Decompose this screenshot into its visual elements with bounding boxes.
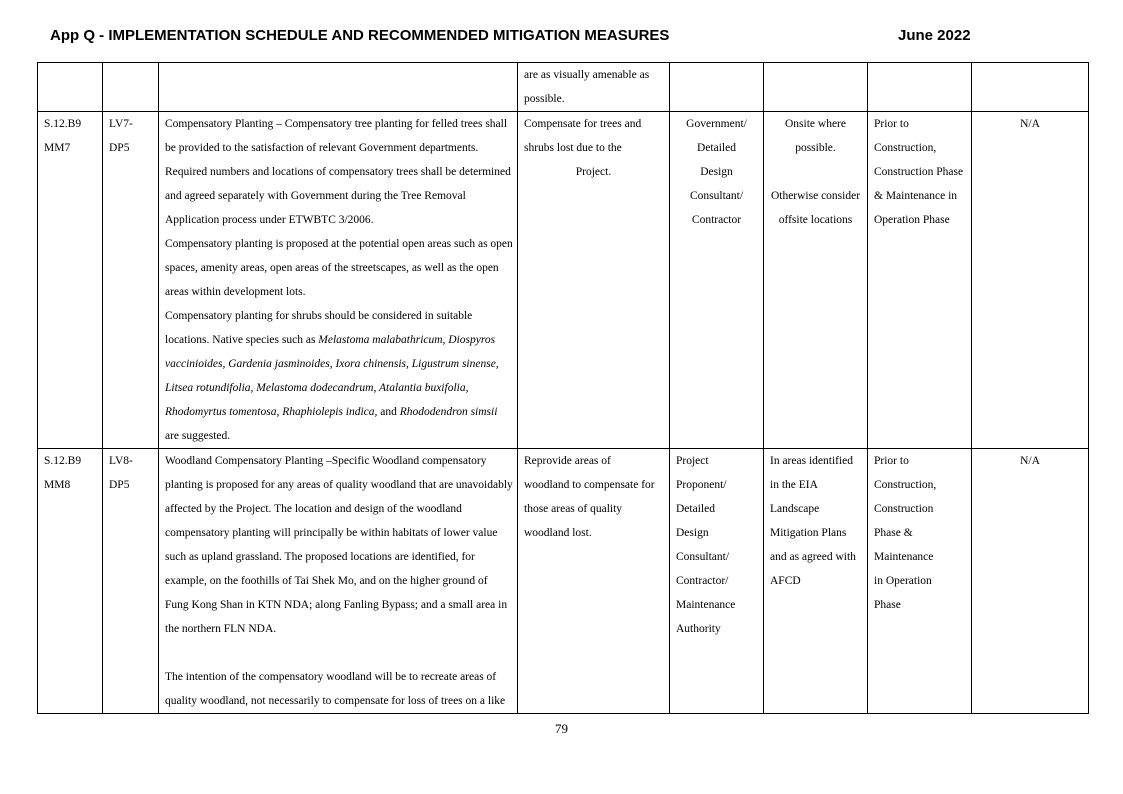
- cell-location: [764, 63, 868, 112]
- measure-line: compensatory planting will principally be within habitats of lower value: [165, 527, 498, 539]
- objective-line: those areas of quality: [524, 503, 623, 515]
- cell-measure: [159, 63, 518, 112]
- cell-ref: [38, 112, 103, 449]
- location-line: Otherwise consider: [770, 190, 861, 202]
- timing-line: Prior to: [874, 118, 909, 130]
- cell-requirement: [972, 449, 1089, 714]
- agent-line: Authority: [676, 623, 721, 635]
- species-intro: locations. Native species such as: [165, 334, 319, 346]
- objective-line: Reprovide areas of: [524, 455, 611, 467]
- measure-line: affected by the Project. The location and design of the woodland: [165, 503, 462, 515]
- code-line: DP5: [109, 142, 130, 154]
- species-names: Rhododendron simsii: [399, 406, 498, 418]
- requirement-value: N/A: [1020, 118, 1040, 130]
- cell-objective: [518, 63, 670, 112]
- species-line: [165, 352, 511, 376]
- agent-line: Consultant/: [689, 190, 744, 202]
- cell-location: [764, 449, 868, 714]
- measure-line: The intention of the compensatory woodland will be to recreate areas of: [165, 671, 497, 683]
- agent-line: Proponent/: [676, 479, 727, 491]
- cell-measure: [159, 112, 518, 449]
- species-names: vaccinioides, Gardenia jasminoides, Ixora chinensis, Ligustrum sinense,: [165, 358, 499, 370]
- page-title: App Q - IMPLEMENTATION SCHEDULE AND RECOMMENDED MITIGATION MEASURES: [50, 27, 670, 44]
- location-line: offsite locations: [778, 214, 853, 226]
- timing-line: Prior to: [874, 455, 909, 467]
- agent-line: Maintenance: [676, 599, 736, 611]
- timing-line: Operation Phase: [874, 214, 950, 226]
- timing-line: in Operation: [874, 575, 932, 587]
- species-line: [165, 400, 511, 424]
- location-gap: [770, 160, 861, 184]
- measure-line: be provided to the satisfaction of relevant Government departments.: [165, 142, 479, 154]
- objective-line: Project.: [575, 166, 612, 178]
- measure-line: are suggested.: [165, 430, 231, 442]
- location-line: AFCD: [770, 575, 801, 587]
- code-line: LV7-: [109, 118, 133, 130]
- objective-line: woodland to compensate for: [524, 479, 655, 491]
- timing-line: Construction: [874, 503, 934, 515]
- agent-line: Project: [676, 455, 709, 467]
- cell-code: [103, 63, 159, 112]
- cell-location: [764, 112, 868, 449]
- cell-requirement: [972, 63, 1089, 112]
- timing-line: Phase &: [874, 527, 913, 539]
- cell-timing: [868, 112, 972, 449]
- cell-objective: [518, 449, 670, 714]
- location-line: Mitigation Plans: [770, 527, 847, 539]
- cell-timing: [868, 63, 972, 112]
- agent-line: Contractor/: [676, 575, 729, 587]
- timing-line: Maintenance: [874, 551, 934, 563]
- page-number: 79: [555, 721, 568, 736]
- code-line: LV8-: [109, 455, 133, 467]
- cell-measure: [159, 449, 518, 714]
- measure-line: Required numbers and locations of compensatory trees shall be determined: [165, 166, 511, 178]
- ref-line: S.12.B9: [44, 455, 82, 467]
- timing-line: Construction,: [874, 479, 937, 491]
- measure-line: Compensatory planting is proposed at the potential open areas such as open: [165, 238, 513, 250]
- cell-timing: [868, 449, 972, 714]
- objective-line: shrubs lost due to the: [524, 142, 622, 154]
- timing-line: Phase: [874, 599, 901, 611]
- paragraph-gap: [165, 641, 511, 665]
- timing-line: Construction Phase: [874, 166, 964, 178]
- objective-line: possible.: [524, 93, 565, 105]
- cell-ref: [38, 63, 103, 112]
- table-row-continued: [38, 63, 1089, 112]
- species-names: Rhodomyrtus tomentosa, Rhaphiolepis indica,: [165, 406, 378, 418]
- species-line: [165, 376, 511, 400]
- measure-line: planting is proposed for any areas of quality woodland that are unavoidably: [165, 479, 513, 491]
- location-line: Onsite where: [785, 118, 846, 130]
- measure-line: such as upland grassland. The proposed locations are identified, for: [165, 551, 475, 563]
- cell-code: [103, 449, 159, 714]
- species-conjunction: and: [377, 406, 400, 418]
- timing-line: Construction,: [874, 142, 937, 154]
- measure-line: Application process under ETWBTC 3/2006.: [165, 214, 374, 226]
- species-line: [165, 328, 511, 352]
- agent-line: Contractor: [691, 214, 742, 226]
- code-line: DP5: [109, 479, 130, 491]
- objective-line: are as visually amenable as: [524, 69, 650, 81]
- species-names: Melastoma malabathricum, Diospyros: [318, 334, 496, 346]
- agent-line: Detailed: [697, 142, 736, 154]
- location-line: and as agreed with: [770, 551, 856, 563]
- objective-line: Compensate for trees and: [524, 118, 642, 130]
- measure-line: Compensatory Planting – Compensatory tree planting for felled trees shall: [165, 118, 508, 130]
- ref-line: MM7: [44, 142, 71, 154]
- location-line: Landscape: [770, 503, 820, 515]
- measure-line: quality woodland, not necessarily to compensate for loss of trees on a like: [165, 695, 506, 707]
- document-date: June 2022: [898, 27, 971, 44]
- measure-line: and agreed separately with Government during the Tree Removal: [165, 190, 466, 202]
- cell-requirement: [972, 112, 1089, 449]
- table-row: [38, 449, 1089, 714]
- cell-agent: [670, 449, 764, 714]
- agent-line: Design: [700, 166, 733, 178]
- agent-line: Consultant/: [676, 551, 730, 563]
- cell-agent: [670, 63, 764, 112]
- measure-line: the northern FLN NDA.: [165, 623, 277, 635]
- objective-line: woodland lost.: [524, 527, 592, 539]
- measure-line: Fung Kong Shan in KTN NDA; along Fanling Bypass; and a small area in: [165, 599, 508, 611]
- location-line: possible.: [795, 142, 836, 154]
- table-row: [38, 112, 1089, 449]
- measure-line: areas within development lots.: [165, 286, 306, 298]
- mitigation-schedule-table: [37, 62, 1089, 714]
- species-names: Litsea rotundifolia, Melastoma dodecandrum, Atalantia buxifolia,: [165, 382, 469, 394]
- cell-agent: [670, 112, 764, 449]
- agent-line: Detailed: [676, 503, 715, 515]
- location-line: in the EIA: [770, 479, 818, 491]
- measure-line: Woodland Compensatory Planting –Specific Woodland compensatory: [165, 455, 487, 467]
- ref-line: MM8: [44, 479, 71, 491]
- timing-line: & Maintenance in: [874, 190, 958, 202]
- requirement-value: N/A: [1020, 455, 1040, 467]
- agent-line: Design: [676, 527, 709, 539]
- ref-line: S.12.B9: [44, 118, 82, 130]
- measure-line: Compensatory planting for shrubs should be considered in suitable: [165, 310, 473, 322]
- cell-ref: [38, 449, 103, 714]
- agent-line: Government/: [686, 118, 747, 130]
- cell-code: [103, 112, 159, 449]
- cell-objective: [518, 112, 670, 449]
- location-line: In areas identified: [770, 455, 854, 467]
- measure-line: example, on the foothills of Tai Shek Mo, and on the higher ground of: [165, 575, 488, 587]
- measure-line: spaces, amenity areas, open areas of the streetscapes, as well as the open: [165, 262, 499, 274]
